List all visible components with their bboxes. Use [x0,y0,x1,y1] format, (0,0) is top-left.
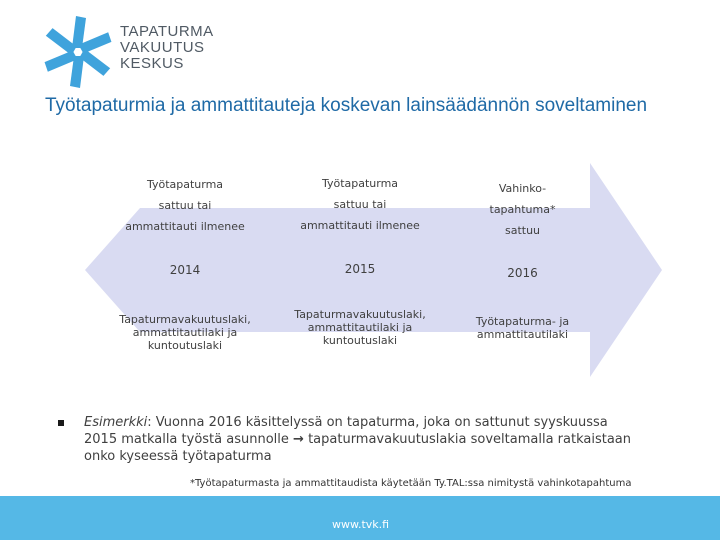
column-2-line-2: sattuu tai [333,198,387,211]
column-1-line-2: sattuu tai [158,199,212,212]
column-1-law-line-2: ammattitautilaki ja [132,326,238,339]
page-title: Työtapaturmia ja ammattitauteja koskevan lainsäädännön soveltaminen [45,95,648,116]
column-3-year: 2016 [507,266,538,280]
column-2-line-3: ammattitauti ilmenee [300,219,420,232]
logo-line-1: TAPATURMA [120,23,214,40]
column-2-law-line-3: kuntoutuslaki [322,334,398,347]
page-number: 8 [672,486,679,499]
column-1-year: 2014 [169,263,201,277]
column-1-law [95,313,275,352]
column-2-law-line-1: Tapaturmavakuutuslaki, [294,308,426,321]
column-2-law-line-2: ammattitautilaki ja [307,321,413,334]
column-1-law-line-3: kuntoutuslaki [147,339,223,352]
bullet-square-icon [58,420,64,426]
column-3-law [440,315,605,341]
logo-line-2: VAKUUTUS [120,39,205,56]
example-text-2: tapaturmavakuutuslakia soveltamalla ratkaistaan onko kyseessä työtapaturma [84,432,632,464]
column-1-event [95,174,275,237]
column-3-law-line-1: Työtapaturma- ja [475,315,570,328]
footnote: *Työtapaturmasta ja ammattitaudista käytetään Ty.TAL:ssa nimitystä vahinkotapahtuma [190,478,632,489]
column-2-year: 2015 [344,262,376,276]
logo-line-3: KESKUS [120,55,184,72]
column-3-law-line-2: ammattitautilaki [476,328,569,341]
column-1-law-line-1: Tapaturmavakuutuslaki, [119,313,251,326]
column-3-line-1: Vahinko- [498,182,547,195]
example-text: : Vuonna 2016 käsittelyssä on tapaturma, joka on sattunut syyskuussa 2015 matkalla työstä asunnolle [84,415,608,447]
column-3-line-2: tapahtuma* [489,203,556,216]
column-3-line-3: sattuu [504,224,541,237]
column-3-event [460,178,585,241]
column-2-event [270,173,450,236]
footer-url: www.tvk.fi [332,518,390,531]
column-2-law [270,308,450,347]
column-2-line-1: Työtapaturma [321,177,399,190]
arrow-right-icon: → [293,432,304,447]
example-label: Esimerkki [84,415,148,430]
column-1-line-1: Työtapaturma [146,178,224,191]
example-paragraph [84,414,644,465]
column-1-line-3: ammattitauti ilmenee [125,220,245,233]
